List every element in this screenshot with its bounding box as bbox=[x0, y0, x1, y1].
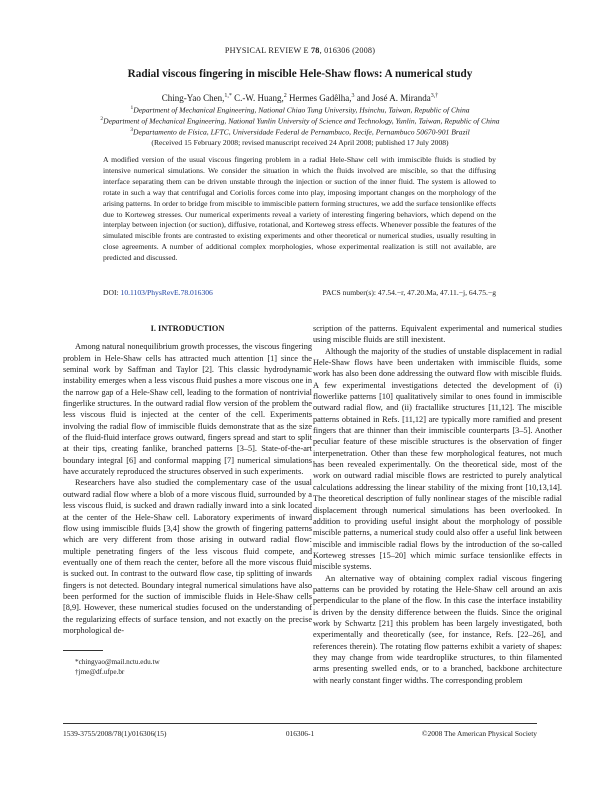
author-name: Ching-Yao Chen, bbox=[161, 93, 225, 103]
journal-article-year: , 016306 (2008) bbox=[319, 46, 376, 55]
author-sup: 2 bbox=[283, 93, 287, 99]
affiliation-text: Department of Mechanical Engineering, National Chiao Tung University, Hsinchu, Taiwan, Republic of China bbox=[133, 105, 470, 115]
affiliation-sup: 2 bbox=[100, 116, 104, 122]
left-column bbox=[63, 323, 312, 636]
footnote-email[interactable]: †jme@df.ufpe.br bbox=[75, 668, 125, 676]
doi-label: DOI: bbox=[103, 288, 121, 297]
doi-line bbox=[103, 288, 496, 297]
author-list bbox=[40, 93, 560, 103]
paragraph: An alternative way of obtaining complex radial viscous fingering patterns can be provided by rotating the Hele-Shaw cell around an axis perpendicular to the plane of the flow. In this case the interface instability is driven by the density difference between the fluids. Since the original work by Schwartz [21] this problem has been largely investigated, both experimentally and theoretically (see, for instance, Refs. [22–26], and references therein). The rotating flow patterns exhibit a variety of shapes: they may change from wide teardroplike structures, to thin filamented arms presenting swelled ends, or to a branched, backbone architecture with nearly constant finger widths. The corresponding problem bbox=[313, 573, 562, 685]
footer-issn: 1539-3755/2008/78(1)/016306(15) bbox=[63, 729, 167, 738]
journal-name: PHYSICAL REVIEW E bbox=[224, 46, 309, 55]
received-dates: (Received 15 February 2008; revised manuscript received 24 April 2008; published 17 July 2008) bbox=[151, 138, 449, 147]
author-name: C.-W. Huang, bbox=[231, 93, 284, 103]
footer-copyright: ©2008 The American Physical Society bbox=[421, 729, 537, 738]
affiliation-text: Departamento de Física, LFTC, Universidade Federal de Pernambuco, Recife, Pernambuco 50670-901 Brazil bbox=[132, 127, 470, 137]
footnote-email[interactable]: *chingyao@mail.nctu.edu.tw bbox=[75, 658, 160, 666]
paragraph: Researchers have also studied the complementary case of the usual outward radial flow where a blob of a more viscous fluid, surrounded by a less viscous fluid, is sucked and drawn radially inward into a sink located at the center of the Hele-Shaw cell. Laboratory experiments of inward flow using immiscible fluids [3,4] show the growth of fingering patterns which are very different from those arising in outward radial flow: multiple penetrating fingers of the less viscous fluid compete, and eventually one of them reach the center, before all the more viscous fluid is sucked out. In contrast to the outward flow case, tip splitting of inwards fingers is not detected. Boundary integral numerical simulations have also been performed for the suction of immiscible fluids in Hele-Shaw cells [8,9]. However, these numerical studies focused on the understanding of the regularizing effects of surface tension, and not exactly on the precise morphological de- bbox=[63, 478, 312, 635]
author-name: Hermes Gadêlha, bbox=[286, 93, 352, 103]
footnote-divider bbox=[63, 650, 103, 651]
paragraph: Although the majority of the studies of unstable displacement in radial Hele-Shaw flows have been undertaken with immiscible fluids, some work has also been done addressing the outward flow with miscible fluids. A few experimental investigations detected the development of (i) flowerlike patterns [10] qualitatively similar to ones found in immiscible outward radial flow, and (ii) fractallike structures [11,12]. The miscible patterns obtained in Refs. [11,12] are typically more ramified and present fingers that are thinner than their immiscible counterparts [3–5]. Another peculiar feature of these miscible structures is the observation of finger interpenetration. Other than these few morphological features, not much has been revealed experimentally. On the theoretical side, most of the work on outward radial miscible flows are restricted to purely analytical calculations addressing the linear stability of the mixing front [10,13,14]. The theoretical description of fully nonlinear stages of the miscible radial displacement through numerical simulations has been overlooked. In addition to providing useful insight about the morphology of possible miscible patterns, a numerical study could also offer a useful link between miscible and immiscible radial flows by the introduction of the so-called Korteweg stresses [15–20] which mimic surface tensionlike effects in miscible systems. bbox=[313, 346, 562, 572]
section-heading: I. INTRODUCTION bbox=[150, 324, 225, 333]
affiliation-sup: 3 bbox=[130, 127, 133, 133]
affiliation bbox=[20, 105, 580, 115]
author-name: and José A. Miranda bbox=[354, 93, 431, 103]
journal-volume: 78 bbox=[311, 46, 320, 55]
author-sup: 1,* bbox=[224, 93, 232, 99]
pacs-numbers: PACS number(s): 47.54.−r, 47.20.Ma, 47.11.−j, 64.75.−g bbox=[322, 288, 496, 297]
footnotes bbox=[63, 657, 312, 677]
affiliation-sup: 1 bbox=[130, 105, 134, 111]
author-sup: 3 bbox=[351, 93, 355, 99]
doi-link[interactable]: 10.1103/PhysRevE.78.016306 bbox=[120, 288, 213, 297]
right-column bbox=[313, 323, 562, 686]
affiliation bbox=[20, 116, 580, 126]
paragraph: Among natural nonequilibrium growth processes, the viscous fingering problem in Hele-Shaw cells has attracted much attention [1] since the seminal work by Saffman and Taylor [2]. This classic hydrodynamic instability emerges when a less viscous fluid pushes a more viscous one in the narrow gap of a Hele-Shaw cell, leading to the formation of nontrivial fingerlike structures. In the outward radial flow version of the problem the less viscous fluid is injected at the center of the cell. Experiments involving the radial flow of immiscible fluids demonstrate that as the size of the fluid-fluid interface grows outward, fingers spread and start to split at their tips, creating fanlike, branched patterns [3–5]. State-of-the-art boundary integral [6] and conformal mapping [7] numerical simulations have accurately reproduced the structures observed in such experiments. bbox=[63, 342, 312, 477]
journal-header bbox=[0, 46, 600, 55]
footer-page-number: 016306-1 bbox=[285, 729, 315, 738]
paper-title: Radial viscous fingering in miscible Hele-Shaw flows: A numerical study bbox=[127, 68, 473, 80]
affiliation-text: Department of Mechanical Engineering, National Yunlin University of Science and Technology, Yunlin, Taiwan, Republic of China bbox=[103, 116, 500, 126]
author-sup: 3,† bbox=[430, 93, 439, 99]
footer-divider bbox=[63, 723, 537, 724]
paragraph: scription of the patterns. Equivalent experimental and numerical studies using miscible fluids are still inexistent. bbox=[313, 324, 562, 345]
abstract: A modified version of the usual viscous fingering problem in a radial Hele-Shaw cell with immiscible fluids is studied by intensive numerical simulations. We consider the situation in which the fluids involved are miscible, so that the diffusing interface separating them can be driven unstable through the injection or suction of the inner fluid. The system is allowed to rotate in such a way that centrifugal and Coriolis forces come into play, imposing important changes on the morphology of the arising patterns. In order to bridge from miscible to immiscible pattern forming structures, we add the surface tensionlike effects due to Korteweg stresses. Our numerical experiments reveal a variety of interesting fingering behaviors, which depend on the interplay between injection (or suction), diffusive, rotational, and Korteweg stress effects. Whenever possible the features of the simulated miscible fronts are contrasted to existing experiments and other theoretical or numerical studies, usually resulting in close agreements. A number of additional complex morphologies, whose experimental realization is still not available, are predicted and discussed. bbox=[103, 155, 496, 263]
affiliation bbox=[20, 127, 580, 137]
